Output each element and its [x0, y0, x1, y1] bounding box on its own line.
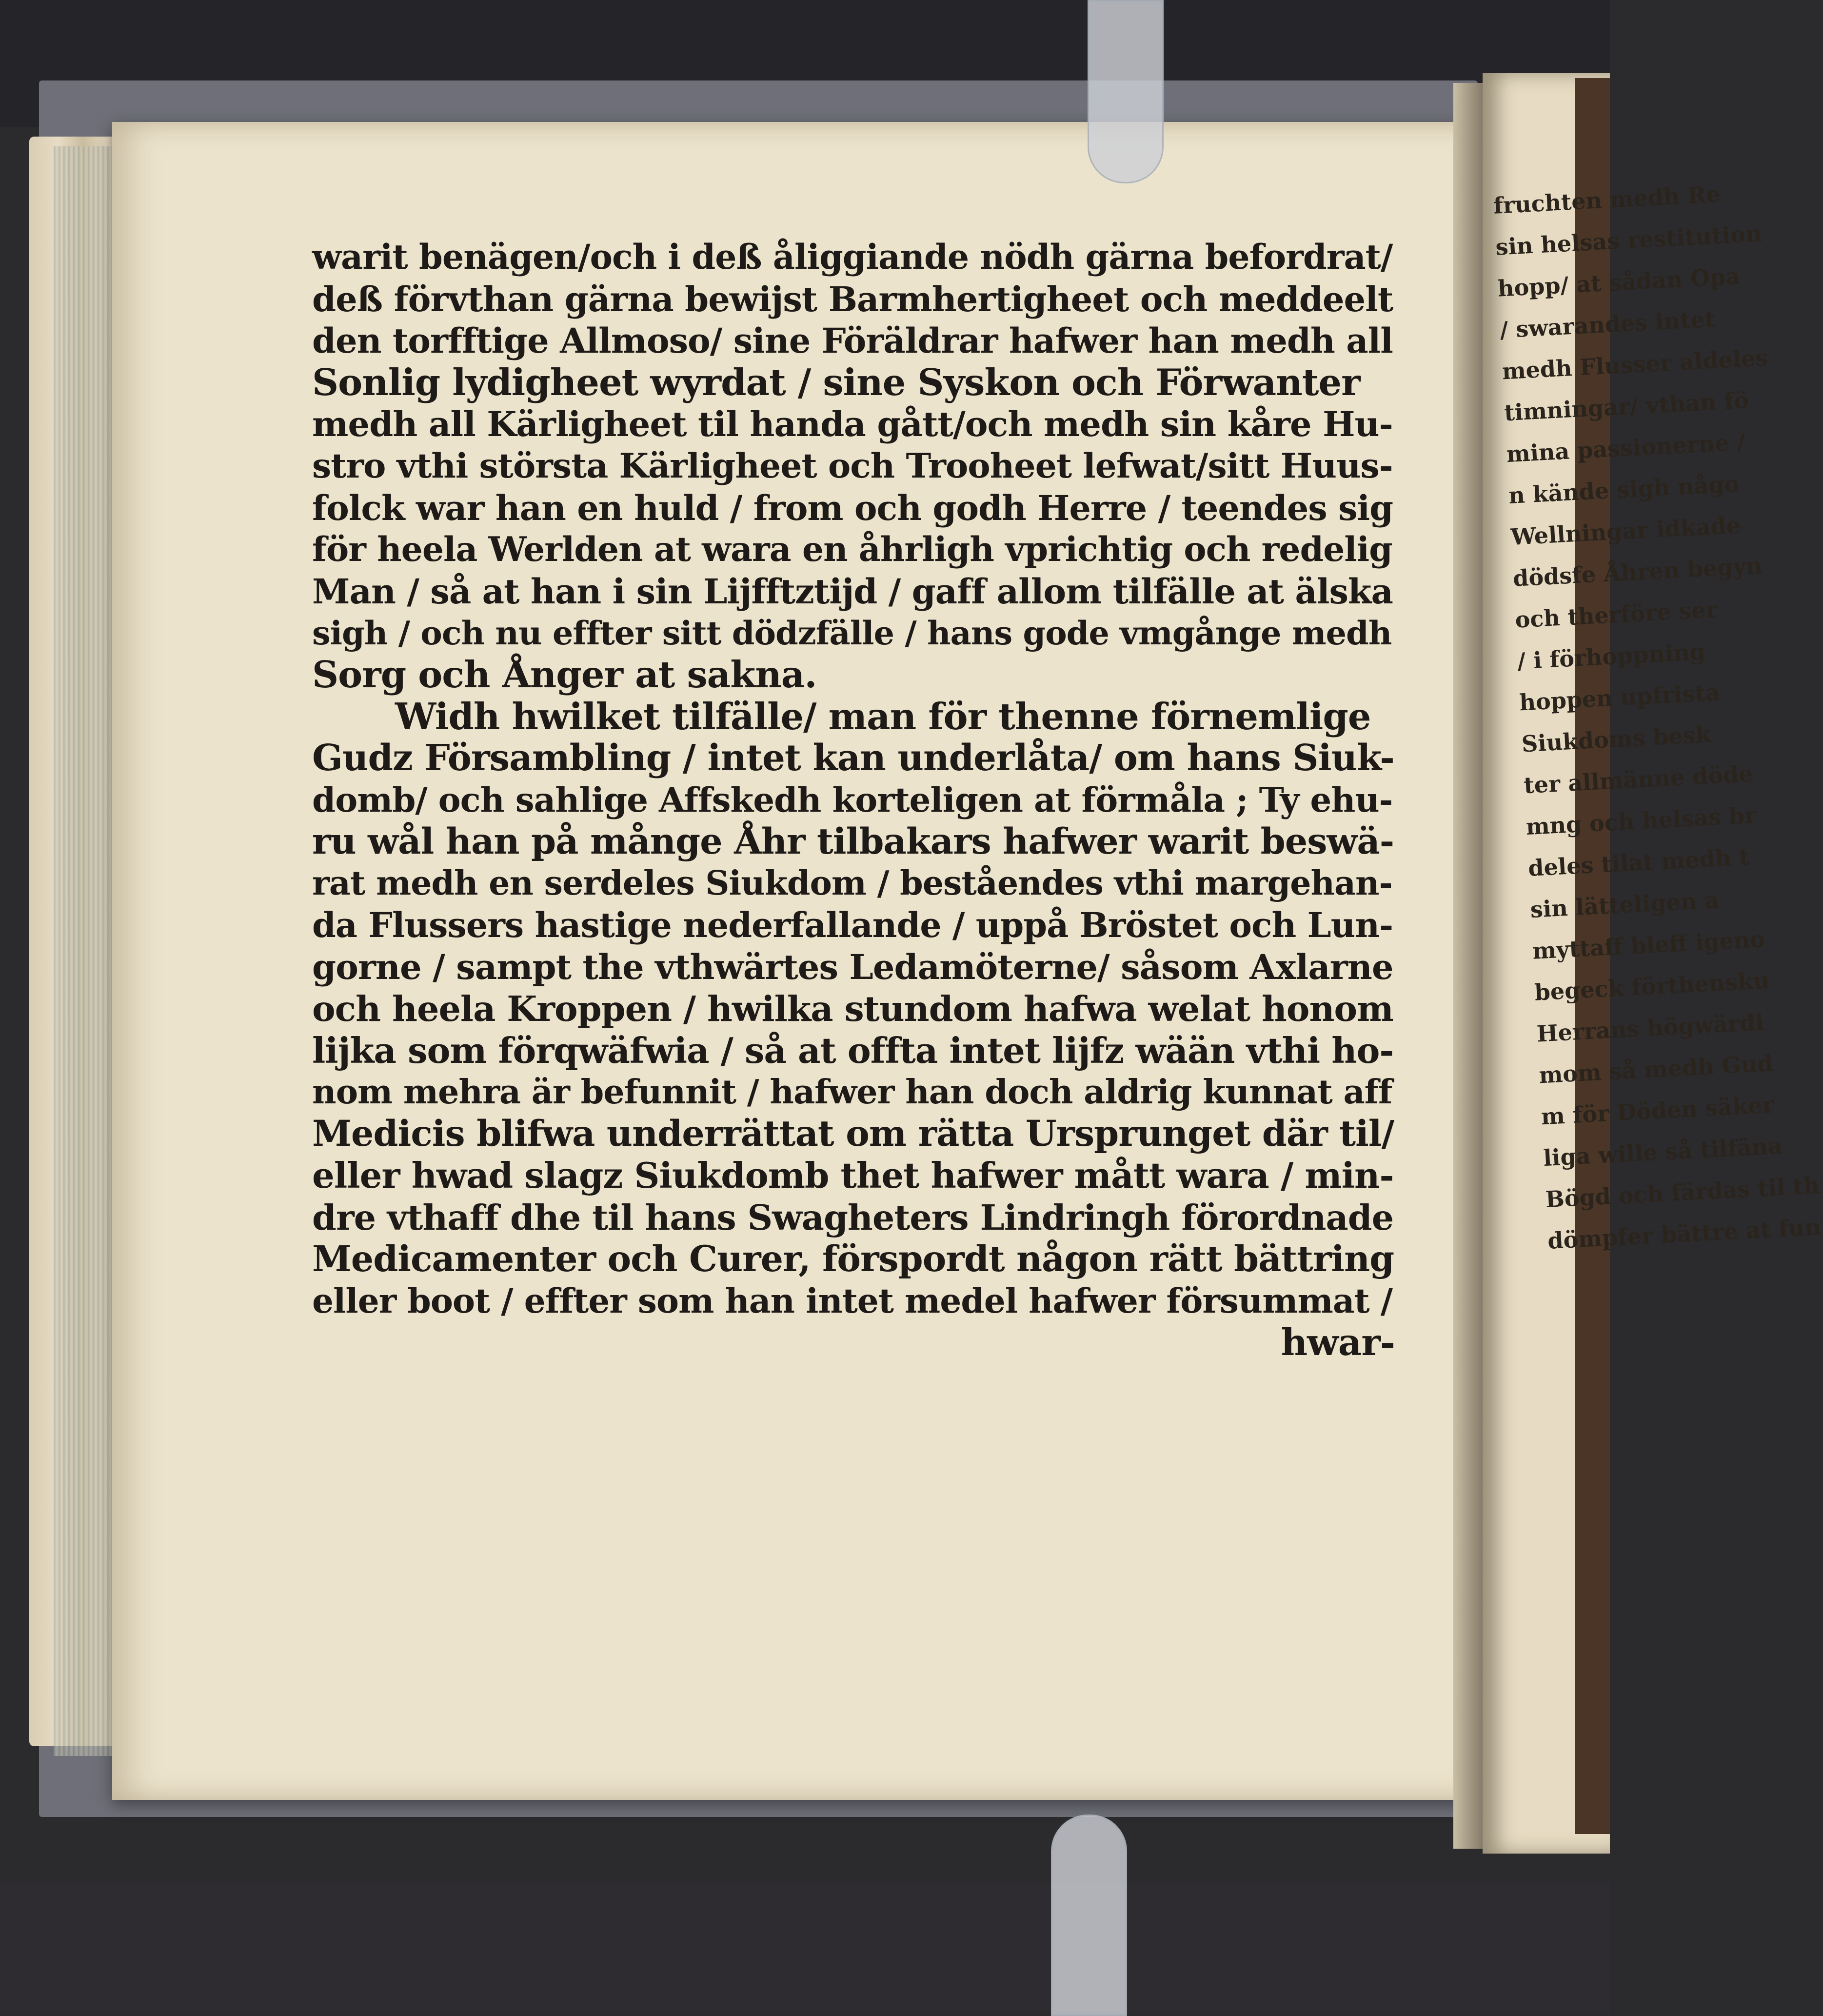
facing-text-line: hoppen upfrista — [1519, 679, 1721, 716]
text-line: dre vthaff dhe til hans Swagheters Lindringh förordnade — [312, 1197, 1394, 1238]
page-clip-bottom — [1051, 1815, 1127, 2016]
text-line: domb/ och sahlige Affskedh korteligen at förmåla ; Ty ehu- — [312, 780, 1393, 820]
facing-text-line: liga wille så tilfäna — [1543, 1132, 1783, 1172]
facing-text-line: dödsfe Åhren begyn — [1512, 552, 1763, 592]
facing-text-line: medh Flusser aldeles — [1501, 344, 1769, 385]
background-bottom — [0, 1883, 1610, 2013]
text-line: för heela Werlden at wara en åhrligh vprichtig och redelig — [312, 530, 1392, 570]
text-line: warit benägen/och i deß åliggiande nödh gärna befordrat/ — [312, 237, 1393, 277]
text-line: gorne / sampt the vthwärtes Ledamöterne/ såsom Axlarne — [312, 947, 1393, 988]
page-text — [312, 237, 1395, 1364]
text-line: Sonlig lydigheet wyrdat / sine Syskon och Förwanter — [312, 360, 1360, 404]
text-line: och heela Kroppen / hwilka stundom hafwa welat honom — [312, 988, 1393, 1029]
facing-text-line: timningar/ vthan fö — [1504, 387, 1750, 426]
facing-text-line: Herrans högwärdi — [1536, 1009, 1764, 1047]
facing-text-line: myttaff bleff igeno — [1531, 925, 1766, 964]
facing-text-line: hopp/ at sådan Opa — [1497, 262, 1741, 302]
catchword: hwar- — [1281, 1321, 1395, 1364]
facing-text-line: Bögd och färdas til th — [1545, 1172, 1821, 1213]
page-clip-top — [1088, 0, 1164, 183]
facing-text-line: sin lätteligen a — [1529, 886, 1720, 923]
text-line: Medicis blifwa underrättat om rätta Ursprunget där til/ — [312, 1113, 1394, 1155]
facing-text-line: n kände sigh någo — [1507, 470, 1740, 509]
text-line: deß förvthan gärna bewijst Barmhertigheet och meddeelt — [312, 279, 1393, 319]
facing-text-line: / i förhoppning — [1516, 638, 1706, 675]
text-line: lijka som förqwäfwia / så at offta intet lijfz wään vthi ho- — [312, 1030, 1394, 1072]
text-line: medh all Kärligheet til handa gått/och medh sin kåre Hu- — [312, 404, 1393, 445]
facing-text-line: och therföre ser — [1514, 596, 1719, 633]
facing-text-line: Wellningar idkade — [1510, 512, 1742, 550]
text-line: folck war han en huld / from och godh Herre / teendes sig — [312, 487, 1393, 528]
facing-text-line: deles tilat medh t — [1527, 843, 1750, 882]
text-line: Medicamenter och Curer, förspordt någon rätt bättring — [312, 1238, 1394, 1280]
facing-text-line: dömpfer bättre at fun — [1546, 1213, 1822, 1254]
facing-text-line: mina passionerne / — [1506, 428, 1746, 468]
facing-text-line: ter allmänne döde — [1523, 760, 1754, 799]
text-line: Widh hwilket tilfälle/ man för thenne förnemlige — [395, 695, 1371, 738]
text-line: stro vthi största Kärligheet och Trooheet lefwat/sitt Huus- — [312, 446, 1393, 486]
facing-text-line: mom så medh Gud — [1538, 1050, 1774, 1089]
text-line: Sorg och Ånger at sakna. — [312, 653, 817, 696]
facing-text-line: mng och helsas br — [1525, 801, 1757, 840]
text-line: eller boot / effter som han intet medel hafwer försummat / — [312, 1281, 1393, 1321]
text-line: rat medh en serdeles Siukdom / beståendes vthi margehan- — [312, 863, 1392, 903]
text-line: Man / så at han i sin Lijfftztijd / gaff allom tilfälle at älska — [312, 571, 1393, 612]
text-line: den torfftige Allmoso/ sine Föräldrar hafwer han medh all — [312, 320, 1393, 361]
text-line: Gudz Försambling / intet kan underlåta/ om hans Siuk- — [312, 737, 1394, 779]
text-line: eller hwad slagz Siukdomb thet hafwer mått wara / min- — [312, 1155, 1394, 1197]
facing-text-line: begeck förthensku — [1534, 967, 1770, 1006]
facing-text-line: fruchten medh Re — [1492, 180, 1721, 219]
text-line: nom mehra är befunnit / hafwer han doch aldrig kunnat aff — [312, 1072, 1392, 1112]
facing-text-line: m för Döden säker — [1540, 1091, 1775, 1130]
text-line: ru wål han på månge Åhr tilbakars hafwer warit beswä- — [312, 820, 1394, 863]
text-line: sigh / och nu effter sitt dödzfälle / hans gode vmgånge medh — [312, 614, 1392, 653]
facing-text-line: / swarandes intet — [1499, 305, 1716, 343]
facing-text-line: Siukdoms besk — [1521, 721, 1712, 758]
facing-text-line: sin helsas restitution — [1495, 220, 1763, 260]
text-line: da Flussers hastige nederfallande / uppå Bröstet och Lun- — [312, 905, 1393, 945]
